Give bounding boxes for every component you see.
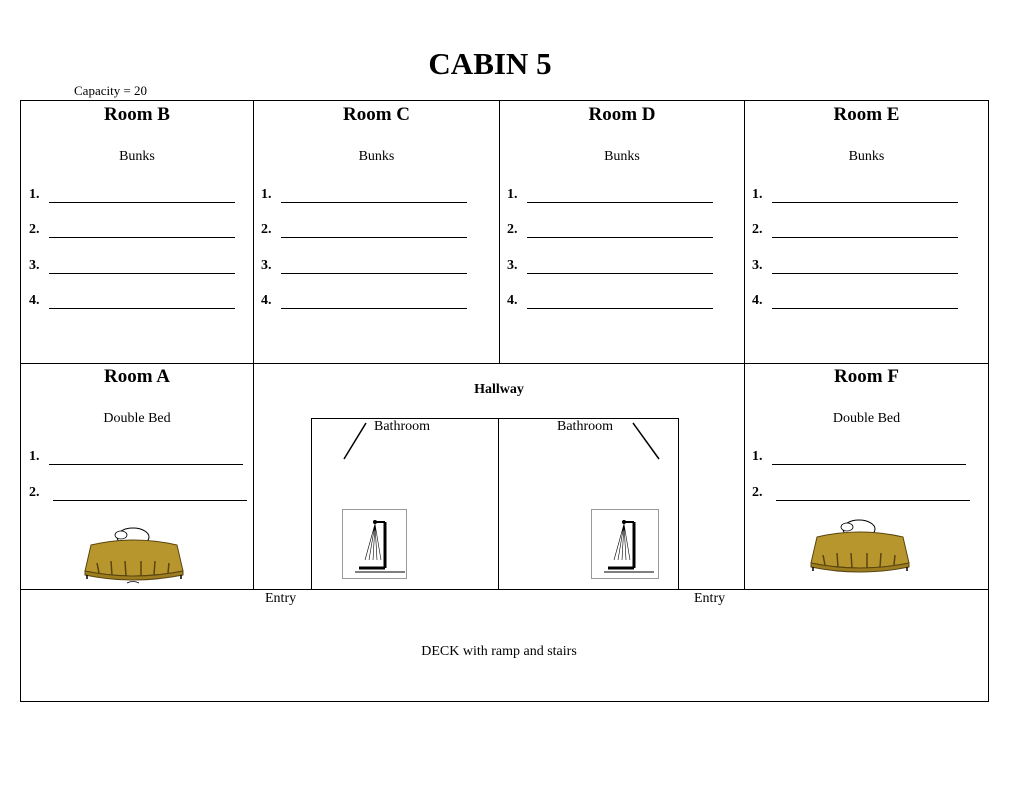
slot-number: 3.	[752, 258, 763, 273]
name-line[interactable]	[49, 190, 235, 203]
slot-number: 1.	[507, 187, 518, 202]
page-title: CABIN 5	[428, 46, 552, 81]
name-line[interactable]	[49, 296, 235, 309]
room-e-slot-1[interactable]	[752, 187, 958, 203]
name-line[interactable]	[527, 190, 713, 203]
room-c-title: Room C	[342, 104, 411, 125]
room-b-title: Room B	[104, 104, 170, 125]
name-line[interactable]	[776, 488, 970, 501]
wall-b-c	[253, 101, 254, 590]
hallway-label: Hallway	[474, 382, 524, 397]
slot-number: 4.	[261, 293, 272, 308]
slot-number: 1.	[752, 449, 763, 464]
entry-right-label: Entry	[694, 591, 726, 606]
name-line[interactable]	[49, 452, 243, 465]
room-b-subtitle: Bunks	[119, 149, 155, 164]
slot-number: 4.	[752, 293, 763, 308]
room-c-slot-2[interactable]	[261, 222, 467, 238]
slot-number: 2.	[507, 222, 518, 237]
room-c-slot-4[interactable]	[261, 293, 467, 309]
name-line[interactable]	[281, 225, 467, 238]
room-f-slot-2[interactable]	[752, 485, 970, 501]
room-d-slot-1[interactable]	[507, 187, 713, 203]
name-line[interactable]	[281, 296, 467, 309]
room-d-slot-2[interactable]	[507, 222, 713, 238]
bathroom-right	[499, 418, 679, 590]
room-f-title: Room F	[834, 366, 899, 387]
slot-number: 1.	[29, 449, 40, 464]
floor-plan	[20, 100, 989, 702]
bathroom-right-label: Bathroom	[557, 419, 613, 434]
room-d-slot-4[interactable]	[507, 293, 713, 309]
room-b-slot-4[interactable]	[29, 293, 235, 309]
deck-label: DECK with ramp and stairs	[421, 644, 577, 659]
room-f-slot-1[interactable]	[752, 449, 966, 465]
slot-number: 1.	[752, 187, 763, 202]
name-line[interactable]	[772, 225, 958, 238]
door-swing-icon	[631, 421, 661, 461]
name-line[interactable]	[527, 261, 713, 274]
shower-left	[342, 509, 407, 579]
room-e-slot-3[interactable]	[752, 258, 958, 274]
room-d-title: Room D	[588, 104, 656, 125]
slot-number: 2.	[29, 485, 40, 500]
room-a-slot-1[interactable]	[29, 449, 243, 465]
room-b-slot-3[interactable]	[29, 258, 235, 274]
name-line[interactable]	[49, 225, 235, 238]
name-line[interactable]	[53, 488, 247, 501]
name-line[interactable]	[772, 261, 958, 274]
room-a-slot-2[interactable]	[29, 485, 247, 501]
slot-number: 1.	[261, 187, 272, 202]
entry-left-label: Entry	[265, 591, 297, 606]
shower-right	[591, 509, 659, 579]
wall-row-1	[21, 363, 988, 364]
slot-number: 3.	[261, 258, 272, 273]
double-bed-icon	[809, 515, 911, 577]
slot-number: 2.	[261, 222, 272, 237]
room-c-subtitle: Bunks	[358, 149, 395, 164]
slot-number: 4.	[29, 293, 40, 308]
bathroom-left	[311, 418, 499, 590]
room-a-title: Room A	[104, 366, 170, 387]
slot-number: 2.	[752, 222, 763, 237]
wall-c-d	[499, 101, 500, 363]
shower-icon	[592, 510, 660, 580]
name-line[interactable]	[772, 452, 966, 465]
slot-number: 2.	[29, 222, 40, 237]
room-e-subtitle: Bunks	[848, 149, 885, 164]
name-line[interactable]	[772, 190, 958, 203]
wall-d-e	[744, 101, 745, 590]
name-line[interactable]	[49, 261, 235, 274]
door-swing-icon	[342, 421, 372, 461]
room-a-subtitle: Double Bed	[103, 411, 171, 426]
room-d-slot-3[interactable]	[507, 258, 713, 274]
room-f-subtitle: Double Bed	[832, 411, 901, 426]
capacity-label: Capacity = 20	[74, 83, 148, 98]
room-e-slot-2[interactable]	[752, 222, 958, 238]
room-d-subtitle: Bunks	[604, 149, 640, 164]
name-line[interactable]	[281, 261, 467, 274]
room-e-slot-4[interactable]	[752, 293, 958, 309]
name-line[interactable]	[527, 296, 713, 309]
room-c-slot-1[interactable]	[261, 187, 467, 203]
slot-number: 1.	[29, 187, 40, 202]
slot-number: 3.	[29, 258, 40, 273]
room-e-title: Room E	[833, 104, 900, 125]
room-b-slot-2[interactable]	[29, 222, 235, 238]
bathroom-left-label: Bathroom	[374, 419, 430, 434]
slot-number: 3.	[507, 258, 518, 273]
name-line[interactable]	[527, 225, 713, 238]
shower-icon	[343, 510, 408, 580]
name-line[interactable]	[772, 296, 958, 309]
double-bed-icon	[83, 523, 185, 585]
name-line[interactable]	[281, 190, 467, 203]
slot-number: 4.	[507, 293, 518, 308]
room-c-slot-3[interactable]	[261, 258, 467, 274]
room-b-slot-1[interactable]	[29, 187, 235, 203]
slot-number: 2.	[752, 485, 763, 500]
